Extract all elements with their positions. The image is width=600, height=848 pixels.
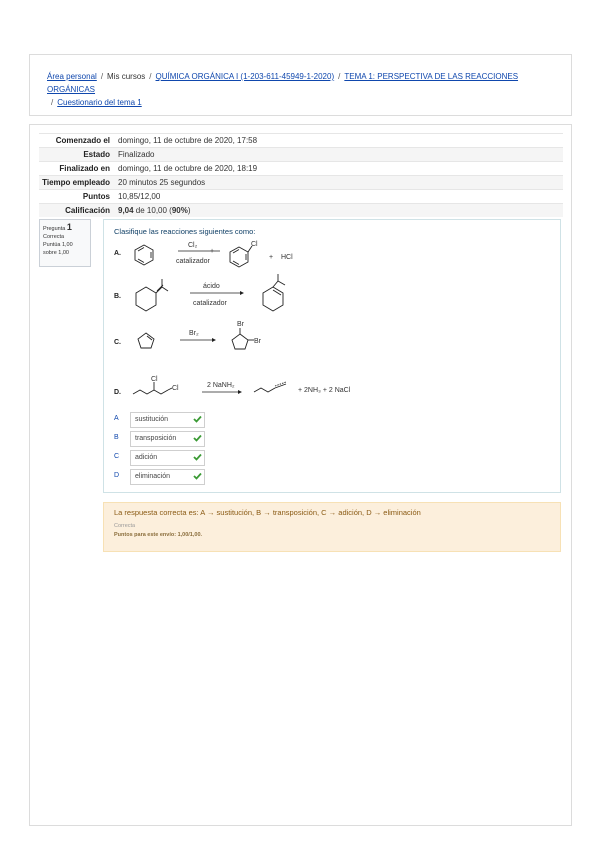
- reaction-a-catalyst: catalizador: [176, 258, 210, 265]
- cyclohexene-reactant-icon: [136, 279, 168, 311]
- summary-row-started: Comenzado el domingo, 11 de octubre de 2020, 17:58: [39, 134, 563, 148]
- cyclohexene-product-icon: [263, 274, 285, 311]
- pentyne-icon: [254, 382, 286, 392]
- reaction-a-label: A.: [114, 250, 121, 257]
- check-icon: [193, 434, 202, 442]
- breadcrumb-area-personal[interactable]: Área personal: [47, 72, 97, 81]
- summary-row-time: Tiempo empleado 20 minutos 25 segundos: [39, 176, 563, 190]
- grade-percent: 90%: [171, 206, 188, 215]
- answer-select-c[interactable]: adición: [130, 450, 205, 466]
- reaction-b-reagent: ácido: [203, 283, 220, 290]
- reaction-b-label: B.: [114, 293, 121, 300]
- reaction-a-plus1: +: [210, 248, 215, 255]
- reaction-b-scheme: [128, 270, 298, 320]
- grade-score: 9,04: [118, 206, 134, 215]
- question-state: Correcta: [43, 234, 65, 240]
- reaction-a-hcl: HCl: [281, 254, 293, 261]
- reaction-a-reagent: Cl₂: [188, 242, 198, 249]
- answer-select-d[interactable]: eliminación: [130, 469, 205, 485]
- cyclopentene-icon: [138, 333, 154, 348]
- right-answer-text: La respuesta correcta es: A → sustitución, B → transposición, C → adición, D → eliminación: [114, 508, 421, 517]
- check-icon: [193, 415, 202, 423]
- reaction-a-plus2: +: [269, 254, 274, 261]
- check-icon: [193, 453, 202, 461]
- reaction-d-label: D.: [114, 389, 121, 396]
- reaction-c-scheme: [128, 320, 298, 362]
- feedback-box: [103, 502, 561, 552]
- breadcrumb-topic[interactable]: TEMA 1: PERSPECTIVA DE LAS REACCIONES ORGÁNICAS: [47, 72, 519, 94]
- question-number: 1: [66, 222, 72, 232]
- dichloropentane-icon: [133, 382, 172, 394]
- dibromocyclopentane-icon: [232, 328, 254, 349]
- reaction-d-scheme: [128, 370, 368, 408]
- feedback-state: Correcta: [114, 523, 136, 529]
- reaction-b-catalyst: catalizador: [193, 300, 227, 307]
- check-icon: [193, 472, 202, 480]
- reaction-c-sub1: Br: [237, 321, 244, 328]
- summary-row-grade: Calificación 9,04 de 10,00 (90%): [39, 204, 563, 218]
- summary-row-points: Puntos 10,85/12,00: [39, 190, 563, 204]
- breadcrumb: Área personal / Mis cursos / QUÍMICA ORGÁNICA I (1-203-611-45949-1-2020) / TEMA 1: PERSPECTIVA DE LAS REACCIONES ORGÁNICAS / Cuestionario del tema 1: [47, 72, 519, 107]
- summary-row-finished: Finalizado en domingo, 11 de octubre de 2020, 18:19: [39, 162, 563, 176]
- reaction-c-label: C.: [114, 339, 121, 346]
- reaction-c-sub2: Br: [254, 338, 261, 345]
- reaction-a-sub: Cl: [251, 241, 258, 248]
- breadcrumb-panel: [29, 54, 572, 116]
- reaction-c-reagent: Br₂: [189, 330, 199, 337]
- reaction-d-cl1: Cl: [151, 376, 158, 383]
- question-info: Pregunta 1 Correcta Puntúa 1,00 sobre 1,00: [39, 219, 91, 267]
- feedback-points: Puntos para este envío: 1,00/1,00.: [114, 532, 203, 538]
- question-content: Clasifique las reacciones siguientes como: A. Cl₂ + catalizador Cl + HCl B. ácido catalizador C. Br₂ Br Br D. Cl Cl 2 NaNH₂ + 2NH₃ + 2 NaCl A sustitución B transposición C adición D eliminación: [103, 219, 561, 493]
- reaction-d-products: + 2NH₃ + 2 NaCl: [298, 387, 351, 394]
- summary-row-state: Estado Finalizado: [39, 148, 563, 162]
- chlorobenzene-icon: [230, 246, 252, 267]
- quiz-review-panel: [29, 124, 572, 826]
- breadcrumb-quiz[interactable]: Cuestionario del tema 1: [57, 98, 142, 107]
- reaction-d-reagent: 2 NaNH₂: [207, 382, 235, 389]
- question-text: Clasifique las reacciones siguientes como:: [114, 227, 256, 236]
- answer-select-a[interactable]: sustitución: [130, 412, 205, 428]
- attempt-summary-table: [39, 133, 563, 217]
- breadcrumb-course[interactable]: QUÍMICA ORGÁNICA I (1-203-611-45949-1-2020): [155, 72, 335, 81]
- answer-select-b[interactable]: transposición: [130, 431, 205, 447]
- breadcrumb-mis-cursos: Mis cursos: [107, 72, 146, 81]
- reaction-d-cl2: Cl: [172, 385, 179, 392]
- benzene-icon: [135, 245, 153, 265]
